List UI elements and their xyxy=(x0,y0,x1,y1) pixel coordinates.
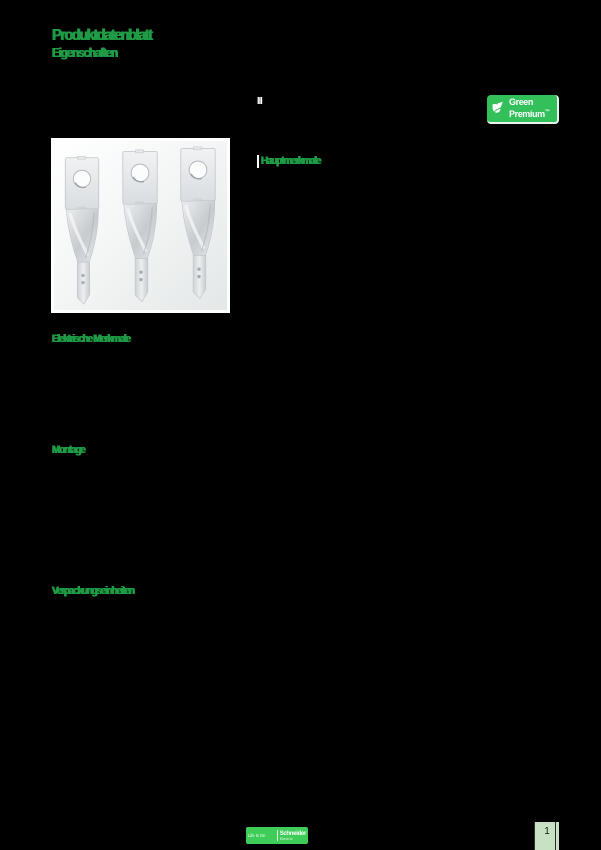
section-heading-electrical: Elektrische Merkmale xyxy=(52,333,130,345)
schneider-electric-logo xyxy=(246,827,308,844)
brand-wordmark xyxy=(280,831,306,841)
brand-name-2: Electric xyxy=(279,836,293,841)
green-premium-label xyxy=(509,98,549,119)
page-subtitle: Eigenschaften xyxy=(52,45,118,60)
green-premium-badge xyxy=(487,95,559,124)
page-number-box xyxy=(534,822,559,850)
trademark-symbol: ™ xyxy=(544,108,550,115)
product-photo-spreaders xyxy=(51,138,230,313)
logo-divider xyxy=(277,830,278,841)
brand-name: Schneider xyxy=(279,830,306,837)
section-heading-main: Hauptmerkmale xyxy=(261,155,321,167)
life-is-on-tagline: Life Is On xyxy=(248,833,266,838)
text-fragment: III xyxy=(257,96,262,107)
table-border-fragment xyxy=(257,155,259,168)
section-heading-mounting: Montage xyxy=(52,444,85,456)
green-premium-line2: Premium xyxy=(509,108,545,119)
section-heading-packing: Verpackungseinheiten xyxy=(52,585,134,597)
green-premium-line1: Green xyxy=(509,97,534,107)
page-title: Produktdatenblatt xyxy=(52,27,152,44)
spreader-lugs-illustration xyxy=(54,141,227,310)
leaf-icon xyxy=(490,100,507,117)
page-number: 1 xyxy=(544,826,550,837)
